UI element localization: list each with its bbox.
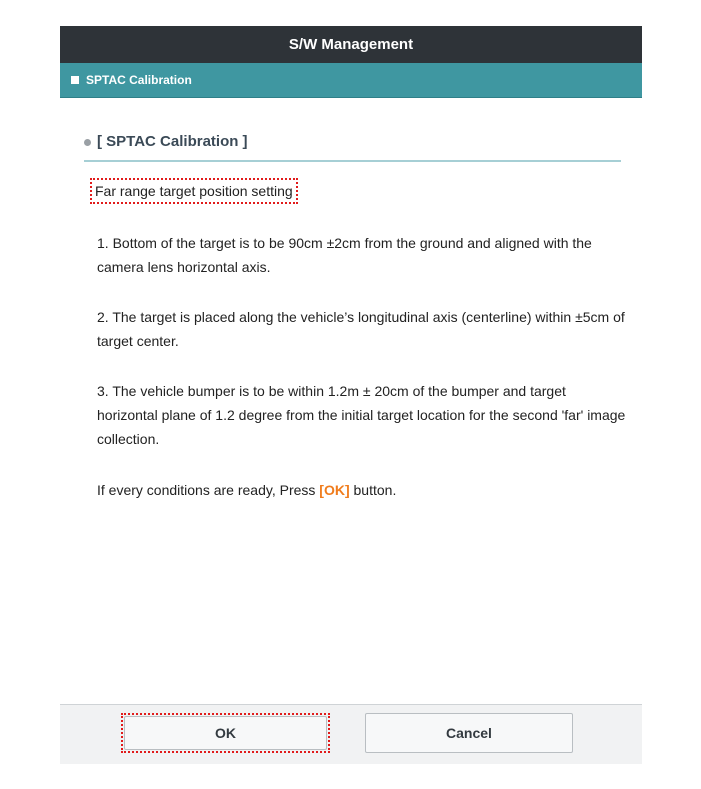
ok-button-focus (121, 713, 330, 753)
sw-management-dialog (60, 26, 642, 764)
button-bar (60, 704, 642, 764)
sub-header-label: SPTAC Calibration (86, 73, 192, 87)
instruction-heading: Far range target position setting (90, 178, 298, 204)
square-bullet-icon (71, 76, 79, 84)
instruction-step-3: 3. The vehicle bumper is to be within 1.2m ± 20cm of the bumper and target horizontal plane of 1.2 degree from the initial target location for the second 'far' image collection. (97, 383, 626, 447)
window-title: S/W Management (60, 26, 642, 63)
cancel-button-wrap (365, 713, 573, 753)
section-header (84, 132, 621, 162)
instruction-step-1: 1. Bottom of the target is to be 90cm ±2cm from the ground and aligned with the camera lens horizontal axis. (97, 235, 592, 275)
prompt-ok-highlight: [OK] (319, 482, 350, 498)
instruction-step-2: 2. The target is placed along the vehicle’s longitudinal axis (centerline) within ±5cm of target center. (97, 309, 625, 349)
instruction-prompt (97, 478, 627, 502)
section-title: [ SPTAC Calibration ] (97, 133, 248, 150)
cancel-button[interactable]: Cancel (365, 713, 573, 753)
prompt-text-before: If every conditions are ready, Press (97, 482, 320, 498)
content-area (60, 98, 642, 704)
sub-header (60, 63, 642, 98)
prompt-text-after: button. (349, 482, 397, 498)
circle-bullet-icon (84, 139, 91, 146)
ok-button[interactable]: OK (124, 716, 327, 750)
